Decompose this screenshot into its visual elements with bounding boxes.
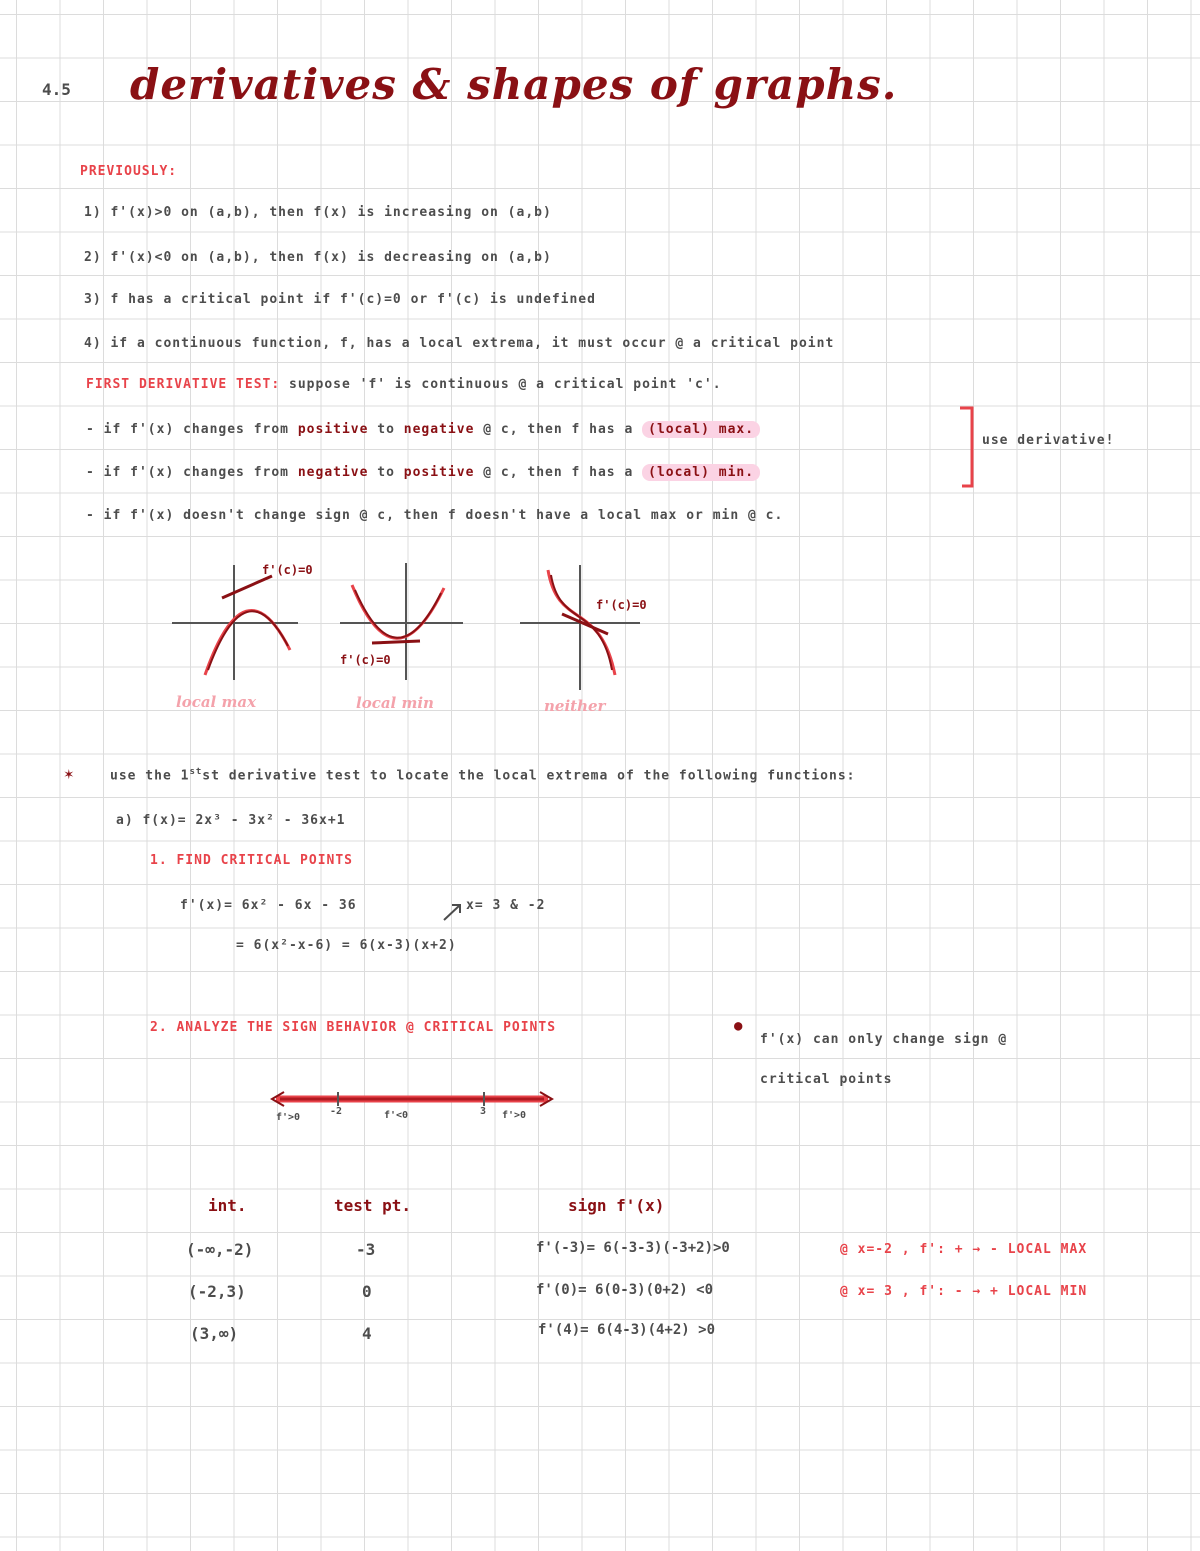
graph1-label: local max xyxy=(176,693,257,711)
rule2-suffix: @ c, then f has a xyxy=(483,465,634,480)
step1-derivative: f'(x)= 6x² - 6x - 36 xyxy=(180,898,357,913)
side-note: use derivative! xyxy=(982,433,1115,448)
number-line-sign-1: f'>0 xyxy=(276,1112,301,1123)
table-row-3-sign: f'(4)= 6(4-3)(4+2) >0 xyxy=(538,1322,716,1338)
step2-bullet-icon: ● xyxy=(734,1018,743,1034)
graph2-annotation: f'(c)=0 xyxy=(340,653,391,667)
rule1-to-word: to xyxy=(377,422,395,437)
table-header-sign: sign f'(x) xyxy=(568,1196,665,1215)
table-row-1-interval: (-∞,-2) xyxy=(186,1240,254,1259)
number-line-point-1: -2 xyxy=(330,1106,343,1117)
graph1-annotation: f'(c)=0 xyxy=(262,563,313,577)
step1-factored: = 6(x²-x-6) = 6(x-3)(x+2) xyxy=(236,938,457,953)
table-row-3-test-point: 4 xyxy=(362,1324,372,1343)
section-number: 4.5 xyxy=(42,80,71,99)
table-row-3-interval: (3,∞) xyxy=(190,1324,239,1343)
rule2-prefix: - if f'(x) changes from xyxy=(86,465,290,480)
graph3-label: neither xyxy=(544,697,606,715)
table-row-2-interval: (-2,3) xyxy=(188,1282,246,1301)
example-prompt: use the 1stst derivative test to locate the local extrema of the following functions: xyxy=(110,767,856,784)
rule2-to: positive xyxy=(403,465,475,480)
rule1-from: positive xyxy=(297,422,369,437)
rule1-to: negative xyxy=(403,422,475,437)
table-row-1-test-point: -3 xyxy=(356,1240,376,1259)
fdt-heading: FIRST DERIVATIVE TEST: xyxy=(86,377,281,392)
rule1-prefix: - if f'(x) changes from xyxy=(86,422,290,437)
graph2-label: local min xyxy=(356,694,434,712)
rule2-result: (local) min. xyxy=(642,464,760,481)
rule2-to-word: to xyxy=(377,465,395,480)
fdt-rule-3: - if f'(x) doesn't change sign @ c, then f doesn't have a local max or min @ c. xyxy=(86,508,784,523)
previously-item-4: 4) if a continuous function, f, has a local extrema, it must occur @ a critical point xyxy=(84,336,835,351)
fdt-intro: suppose 'f' is continuous @ a critical point 'c'. xyxy=(289,377,722,392)
rule1-suffix: @ c, then f has a xyxy=(483,422,634,437)
step1-roots: x= 3 & -2 xyxy=(466,898,546,913)
conclusion-local-min: @ x= 3 , f': - → + LOCAL MIN xyxy=(840,1284,1088,1299)
conclusion-local-max: @ x=-2 , f': + → - LOCAL MAX xyxy=(840,1242,1088,1257)
table-row-2-test-point: 0 xyxy=(362,1282,372,1301)
rule1-result: (local) max. xyxy=(642,421,760,438)
table-row-2-sign: f'(0)= 6(0-3)(0+2) <0 xyxy=(536,1282,714,1298)
previously-item-1: 1) f'(x)>0 on (a,b), then f(x) is increasing on (a,b) xyxy=(84,205,552,220)
table-header-test-point: test pt. xyxy=(334,1196,412,1215)
example-part-a: a) f(x)= 2x³ - 3x² - 36x+1 xyxy=(116,813,346,828)
previously-item-2: 2) f'(x)<0 on (a,b), then f(x) is decreasing on (a,b) xyxy=(84,250,552,265)
table-row-1-sign: f'(-3)= 6(-3-3)(-3+2)>0 xyxy=(536,1240,730,1256)
number-line-sign-2: f'<0 xyxy=(384,1110,409,1121)
rule2-from: negative xyxy=(297,465,369,480)
example-marker-icon: ✶ xyxy=(64,764,74,783)
previously-heading: PREVIOUSLY: xyxy=(80,164,178,179)
step2-heading: 2. ANALYZE THE SIGN BEHAVIOR @ CRITICAL POINTS xyxy=(150,1020,557,1035)
ordinal-superscript: st xyxy=(189,767,203,777)
step2-note: f'(x) can only change sign @ critical points xyxy=(760,1032,1008,1087)
page-title: derivatives & shapes of graphs. xyxy=(130,60,898,109)
number-line-point-2: 3 xyxy=(480,1106,487,1117)
previously-item-3: 3) f has a critical point if f'(c)=0 or f'(c) is undefined xyxy=(84,292,596,307)
step1-heading: 1. FIND CRITICAL POINTS xyxy=(150,853,354,868)
graph3-annotation: f'(c)=0 xyxy=(596,598,647,612)
number-line-sign-3: f'>0 xyxy=(502,1110,527,1121)
table-header-interval: int. xyxy=(208,1196,247,1215)
